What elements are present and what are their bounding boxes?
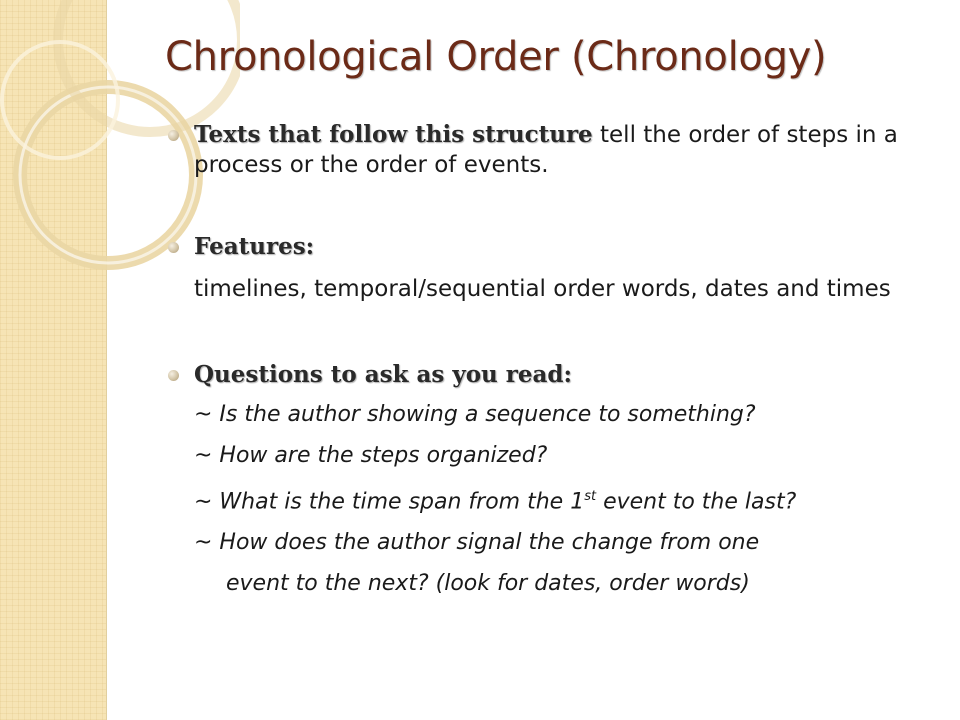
- question-text-before: ~ What is the time span from the 1: [194, 489, 585, 515]
- question-list: [158, 400, 948, 599]
- bullet-point-questions: [158, 360, 948, 390]
- question-item: ~ How are the steps organized?: [194, 443, 548, 468]
- bullet-icon: [168, 130, 179, 141]
- bullet-icon: [168, 242, 179, 253]
- features-text: timelines, temporal/sequential order words, dates and times: [194, 276, 891, 302]
- bullet-keyword: Texts that follow this structure: [194, 121, 593, 148]
- question-item: ~ How does the author signal the change from one: [194, 530, 760, 556]
- decorative-sidebar: [0, 0, 107, 720]
- ordinal-suffix: st: [584, 489, 597, 504]
- bullet-point-features: [158, 232, 948, 262]
- bullet-icon: [168, 370, 179, 381]
- question-item: ~ Is the author showing a sequence to something?: [194, 402, 756, 427]
- bullet-keyword: Features:: [194, 233, 315, 260]
- bullet-keyword: Questions to ask as you read:: [194, 361, 573, 388]
- bullet-text: tell the order of steps in a process or the order of events.: [194, 122, 898, 178]
- question-text-after: event to the last?: [596, 489, 797, 515]
- question-item: [194, 482, 948, 517]
- slide-title: Chronological Order (Chronology): [165, 34, 827, 80]
- slide-content: [158, 120, 948, 610]
- bullet-point-structure: [158, 120, 948, 180]
- question-item-continued: event to the next? (look for dates, order words): [226, 571, 750, 597]
